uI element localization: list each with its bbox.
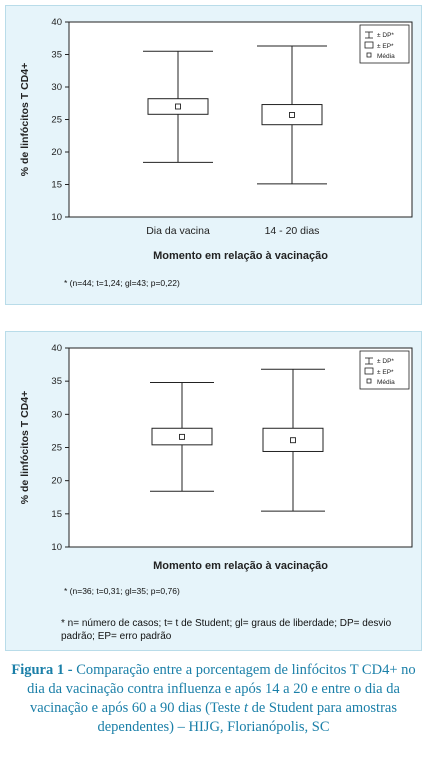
mean-marker bbox=[180, 434, 185, 439]
y-tick-label: 35 bbox=[51, 49, 62, 61]
chart-2-footnote: * (n=36; t=0,31; gl=35; p=0,76) bbox=[64, 586, 180, 596]
y-tick-label: 25 bbox=[51, 442, 62, 454]
legend-ep-label: ± EP* bbox=[377, 43, 394, 50]
y-tick-label: 15 bbox=[51, 179, 62, 191]
legend-mean-swatch bbox=[367, 53, 371, 57]
legend-mean-label: Média bbox=[377, 53, 395, 60]
caption-text-2: de Student para amostras dependentes) – bbox=[97, 700, 397, 735]
y-tick-label: 30 bbox=[51, 82, 62, 93]
chart-2 bbox=[6, 332, 423, 652]
y-tick-label: 30 bbox=[51, 409, 62, 421]
y-tick-label: 10 bbox=[51, 212, 62, 223]
y-tick-label: 35 bbox=[51, 376, 62, 388]
legend-dp-label: ± DP* bbox=[377, 358, 394, 365]
legend-mean-swatch bbox=[367, 379, 371, 383]
caption-italic: t bbox=[243, 700, 248, 716]
y-tick-label: 40 bbox=[51, 17, 62, 28]
legend bbox=[360, 25, 409, 63]
legend-ep-swatch bbox=[365, 42, 373, 48]
y-tick-label: 20 bbox=[51, 475, 62, 487]
chart-panel-2 bbox=[5, 331, 422, 651]
caption-text: Comparação entre a porcentagem de linfócitos T CD4+ no dia da vacinação contra influenza e após 14 a 20 e entre o dia da vacinação e após 60 a 90 dias (Teste bbox=[27, 662, 416, 716]
figure-label: Figura 1 - bbox=[11, 662, 73, 678]
mean-marker bbox=[290, 112, 295, 117]
y-axis-label: % de linfócitos T CD4+ bbox=[19, 390, 31, 505]
legend-mean-label: Média bbox=[377, 379, 395, 386]
caption-tail: HIJG, Florianópolis, SC bbox=[188, 719, 330, 735]
mean-marker bbox=[176, 104, 181, 109]
legend-ep-label: ± EP* bbox=[377, 369, 394, 376]
x-category-label: 14 - 20 dias bbox=[264, 225, 320, 237]
x-axis-label: Momento em relação à vacinação bbox=[153, 250, 328, 262]
x-category-label: Dia da vacina bbox=[146, 225, 210, 237]
chart-panel-1 bbox=[5, 5, 422, 305]
legend-ep-swatch bbox=[365, 368, 373, 374]
legend bbox=[360, 351, 409, 389]
abbreviation-definitions: * n= número de casos; t= t de Student; gl= graus de liberdade; DP= desvio padrão; EP= erro padrão bbox=[61, 618, 392, 642]
x-axis-label: Momento em relação à vacinação bbox=[153, 560, 328, 572]
figure-caption bbox=[5, 661, 422, 737]
y-tick-label: 20 bbox=[51, 147, 62, 158]
y-tick-label: 10 bbox=[51, 542, 62, 553]
y-tick-label: 25 bbox=[51, 114, 62, 126]
chart-1 bbox=[6, 6, 423, 306]
chart-1-footnote: * (n=44; t=1,24; gl=43; p=0,22) bbox=[64, 278, 180, 288]
mean-marker bbox=[291, 438, 296, 443]
y-axis-label: % de linfócitos T CD4+ bbox=[19, 62, 31, 177]
y-tick-label: 15 bbox=[51, 508, 62, 520]
y-tick-label: 40 bbox=[51, 343, 62, 354]
legend-dp-label: ± DP* bbox=[377, 32, 394, 39]
